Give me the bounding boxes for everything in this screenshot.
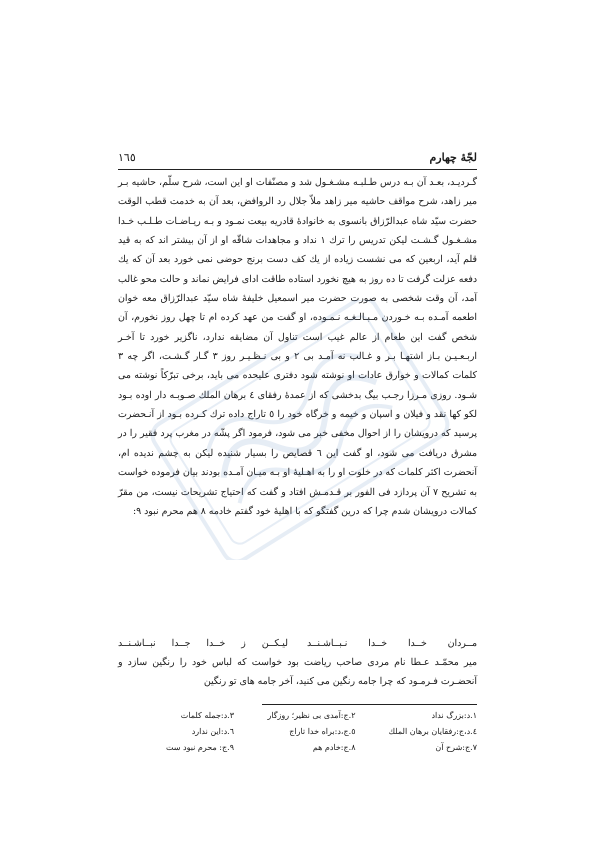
main-text-continued	[118, 653, 477, 692]
paragraph: میر محمّـد عـطا نام مردی صاحب ریاضت بود خواست که لباس خود را رنگین سازد و آنحضـرت فـرمـود که چرا جامه رنگین می کنید، آخر جامه های تو رنگین	[118, 657, 477, 688]
footnote: ٥.ج،د:‌براه‌ خدا‌ تاراج	[289, 727, 356, 736]
footnote: ٢.ج:‌آمدی بی نظیر؛ روزگار	[267, 711, 356, 720]
paragraph: گـردیـد، بعـد آن بـه درس طـلبـه مشـغـول شد و مصنّفات او این است، شرح سلّم، حاشیه بـر میر زاهد، شرح مواقف حاشیه میر زاهد ملاّ جلال رد الروافض، بعد آن به خدمت قطب الوقت حضرت سیّد شاه عبدالرّزاق بانسوی به خانوادهٔ قادریه بیعت نمـود و بـه ریـاضـات طـلـب خـدا مشـغـول گـشـت لیکن تدریس را ترك ١ نداد و مجاهدات شاقّه او از آن بیشتر اند که به قید قلم آید، اربعین که می نشست زیاده از یك کف دست برنج حوضی نمی خورد بعد آن که یك دفعه عزلت گرفت تا ده روز به هیچ نخورد استاده طاقت ادای فرایض نماند و حالت محو غالب آمد، آن وقت شخصی به صورت حضرت میر اسمعیل خلیفهٔ شاه سیّد عبدالرّزاق معه خوان اطعمه آمـده بـه خـوردن مـبـالـغـه نـمـوده، او گفت من عهد کرده ام تا چهل روز نخورم، آن شخص گفت این طعام از عالم غیب است تناول آن مضایقه ندارد، ناگزیر خورد تا آخـر اربـعـیـن بـاز اشتهـا بـر و غـالب نه آمـد بی ٢ و بی نـظـیـر روز ٣ گـار گـشـت، اگر چه ٣ کلمات کمالات و خوارق عادات او نوشته شود دفتری علیحده می باید، برخی تبرّکاً نوشته می شـود. روزی مـرزا رجـب بیگ بدخشی که از عمدهٔ رفقای ٤ برهان الملك صـوبـه دار اوده بـود لکو کها نقد و فیلان و اسپان و خیمه و خرگاه خود را ٥ تاراج داده ترك کـرده بـود از آنـحضرت پرسید که درویشان را از احوال مخفی خبر می شود، فرمود اگر پشّه در مغرب پرد فقیر را در مشرق دریافت می شود، او گفت این ٦ قصایص را بسیار شنیده لیکن به چشم ندیده ام، آنحضرت اکثر کلمات که در خلوت او را به اهـلیهٔ او بـه میـان آمـده بودند بیان فرموده خواست به تشریح ٧ آن پردازد فی الفور بر قـدمـش افتاد و گفت که احتیاج تشریحات نیست، من مقرّ کمالات درویشان شدم چرا که درین گفتگو که با اهلیهٔ خود گفتم خادمه ٨ هم محرم نبود ٩:	[117, 177, 478, 517]
verse-hemistich-second: لیـکــن ز خــدا جــدا نبــاشـنــد	[118, 638, 288, 649]
footnote-row	[118, 740, 477, 756]
footnote: ١.د:‌بزرگ‌ نداد	[431, 711, 477, 720]
footnotes	[118, 708, 477, 756]
running-title: لجّهٔ چهارم	[429, 151, 477, 164]
footnote: ٦.د:‌این‌ ندارد	[191, 727, 234, 736]
footnote: ٤.د،ج:‌رفقایان‌ برهان الملك	[388, 727, 477, 736]
footnote-divider	[262, 704, 477, 705]
footnote-row	[118, 724, 477, 740]
footnote: ٩.ج:‌ محرم ‌نبود ست	[165, 743, 234, 752]
page-number: ١٦٥	[118, 151, 136, 164]
verse-hemistich-first: مــردان خــدا خــدا نـبــاشـنــد	[307, 638, 477, 649]
footnote-row	[118, 708, 477, 724]
footnote: ٣.د:‌جمله‌ کلمات	[180, 711, 234, 720]
page-header	[118, 150, 477, 166]
footnote: ٧.ج:‌شرح‌ آن	[435, 743, 477, 752]
main-text	[118, 173, 477, 521]
verse-couplet	[118, 634, 477, 653]
header-divider	[118, 169, 477, 170]
footnote: ٨.ج:‌خادم‌ هم	[312, 743, 356, 752]
